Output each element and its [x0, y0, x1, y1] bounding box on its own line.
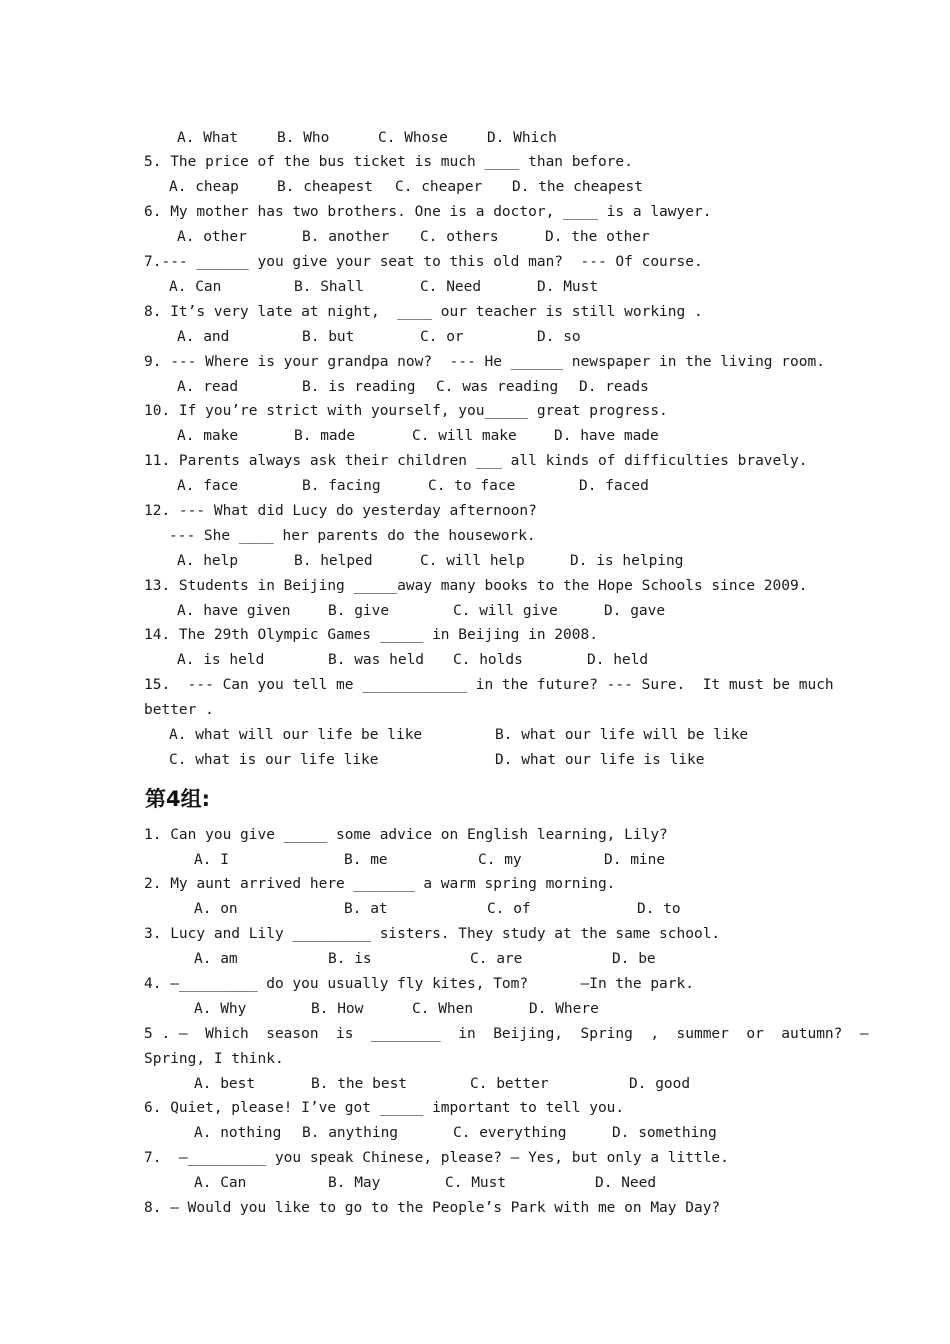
question-15-continued: better .	[144, 702, 214, 718]
q13-option-d: D. gave	[604, 603, 666, 619]
question-12: 12. --- What did Lucy do yesterday afternoon?	[144, 503, 537, 519]
q7-option-c: C. Need	[420, 279, 482, 295]
g4-question-2: 2. My aunt arrived here _______ a warm spring morning.	[144, 876, 616, 892]
q11-option-d: D. faced	[579, 478, 649, 494]
question-10: 10. If you’re strict with yourself, you_____ great progress.	[144, 403, 668, 419]
q10-option-c: C. will make	[412, 428, 517, 444]
q11-option-c: C. to face	[428, 478, 516, 494]
g4-q4-option-c: C. When	[412, 1001, 474, 1017]
g4-q2-option-b: B. at	[344, 901, 388, 917]
q14-option-d: D. held	[587, 652, 649, 668]
question-6: 6. My mother has two brothers. One is a doctor, ____ is a lawyer.	[144, 204, 712, 220]
q5-option-b: B. cheapest	[277, 179, 374, 195]
g4-question-8: 8. — Would you like to go to the People’s Park with me on May Day?	[144, 1200, 721, 1216]
group-4-heading: 第4组:	[145, 787, 211, 811]
question-13: 13. Students in Beijing _____away many books to the Hope Schools since 2009.	[144, 578, 808, 594]
g4-q3-option-c: C. are	[470, 951, 523, 967]
q8-option-d: D. so	[537, 329, 581, 345]
q8-option-c: C. or	[420, 329, 464, 345]
q11-option-a: A. face	[177, 478, 239, 494]
g4-question-6: 6. Quiet, please! I’ve got _____ important to tell you.	[144, 1100, 625, 1116]
q10-option-b: B. made	[294, 428, 356, 444]
q4-option-d: D. Which	[487, 130, 557, 146]
q13-option-c: C. will give	[453, 603, 558, 619]
g4-q2-option-a: A. on	[194, 901, 238, 917]
g4-q6-option-a: A. nothing	[194, 1125, 282, 1141]
q8-option-b: B. but	[302, 329, 355, 345]
q5-option-a: A. cheap	[169, 179, 239, 195]
g4-q7-option-d: D. Need	[595, 1175, 657, 1191]
g4-q6-option-d: D. something	[612, 1125, 717, 1141]
g4-q4-option-b: B. How	[311, 1001, 364, 1017]
q4-option-c: C. Whose	[378, 130, 448, 146]
q7-option-d: D. Must	[537, 279, 599, 295]
q11-option-b: B. facing	[302, 478, 381, 494]
g4-q3-option-b: B. is	[328, 951, 372, 967]
q7-option-b: B. Shall	[294, 279, 364, 295]
q12-option-d: D. is helping	[570, 553, 684, 569]
q5-option-d: D. the cheapest	[512, 179, 643, 195]
g4-q2-option-c: C. of	[487, 901, 531, 917]
question-9: 9. --- Where is your grandpa now? --- He ______ newspaper in the living room.	[144, 354, 825, 370]
q12-option-c: C. will help	[420, 553, 525, 569]
question-11: 11. Parents always ask their children ___ all kinds of difficulties bravely.	[144, 453, 808, 469]
g4-question-3: 3. Lucy and Lily _________ sisters. They study at the same school.	[144, 926, 721, 942]
g4-q5-option-a: A. best	[194, 1076, 256, 1092]
g4-q3-option-a: A. am	[194, 951, 238, 967]
q13-option-a: A. have given	[177, 603, 291, 619]
q4-option-b: B. Who	[277, 130, 330, 146]
g4-q1-option-c: C. my	[478, 852, 522, 868]
q10-option-d: D. have made	[554, 428, 659, 444]
q14-option-c: C. holds	[453, 652, 523, 668]
question-5: 5. The price of the bus ticket is much ____ than before.	[144, 154, 633, 170]
q4-option-a: A. What	[177, 130, 239, 146]
question-12-reply: --- She ____ her parents do the housework.	[169, 528, 536, 544]
q9-option-b: B. is reading	[302, 379, 416, 395]
g4-q7-option-a: A. Can	[194, 1175, 247, 1191]
g4-q5-option-b: B. the best	[311, 1076, 408, 1092]
q14-option-b: B. was held	[328, 652, 425, 668]
q15-option-c: C. what is our life like	[169, 752, 379, 768]
q5-option-c: C. cheaper	[395, 179, 483, 195]
g4-q7-option-b: B. May	[328, 1175, 381, 1191]
q8-option-a: A. and	[177, 329, 230, 345]
q15-option-b: B. what our life will be like	[495, 727, 749, 743]
q10-option-a: A. make	[177, 428, 239, 444]
g4-q7-option-c: C. Must	[445, 1175, 507, 1191]
g4-q1-option-b: B. me	[344, 852, 388, 868]
g4-question-5: 5 . — Which season is ________ in Beijing, Spring , summer or autumn? —	[144, 1026, 869, 1042]
q7-option-a: A. Can	[169, 279, 222, 295]
question-15: 15. --- Can you tell me ____________ in the future? --- Sure. It must be much	[144, 677, 834, 693]
q6-option-a: A. other	[177, 229, 247, 245]
g4-q2-option-d: D. to	[637, 901, 681, 917]
q13-option-b: B. give	[328, 603, 390, 619]
q14-option-a: A. is held	[177, 652, 265, 668]
q12-option-a: A. help	[177, 553, 239, 569]
q6-option-b: B. another	[302, 229, 390, 245]
g4-q3-option-d: D. be	[612, 951, 656, 967]
q15-option-a: A. what will our life be like	[169, 727, 423, 743]
g4-q1-option-a: A. I	[194, 852, 229, 868]
question-14: 14. The 29th Olympic Games _____ in Beijing in 2008.	[144, 627, 598, 643]
q15-option-d: D. what our life is like	[495, 752, 705, 768]
q12-option-b: B. helped	[294, 553, 373, 569]
g4-question-4: 4. —_________ do you usually fly kites, Tom? —In the park.	[144, 976, 694, 992]
g4-question-1: 1. Can you give _____ some advice on English learning, Lily?	[144, 827, 668, 843]
g4-q6-option-b: B. anything	[302, 1125, 399, 1141]
g4-q4-option-a: A. Why	[194, 1001, 247, 1017]
question-7: 7.--- ______ you give your seat to this old man? --- Of course.	[144, 254, 703, 270]
g4-question-5-continued: Spring, I think.	[144, 1051, 284, 1067]
g4-question-7: 7. —_________ you speak Chinese, please? — Yes, but only a little.	[144, 1150, 729, 1166]
g4-q4-option-d: D. Where	[529, 1001, 599, 1017]
q9-option-a: A. read	[177, 379, 239, 395]
g4-q5-option-d: D. good	[629, 1076, 691, 1092]
q6-option-c: C. others	[420, 229, 499, 245]
g4-q5-option-c: C. better	[470, 1076, 549, 1092]
q6-option-d: D. the other	[545, 229, 650, 245]
g4-q6-option-c: C. everything	[453, 1125, 567, 1141]
question-8: 8. It’s very late at night, ____ our teacher is still working .	[144, 304, 703, 320]
q9-option-d: D. reads	[579, 379, 649, 395]
g4-q1-option-d: D. mine	[604, 852, 666, 868]
q9-option-c: C. was reading	[436, 379, 559, 395]
